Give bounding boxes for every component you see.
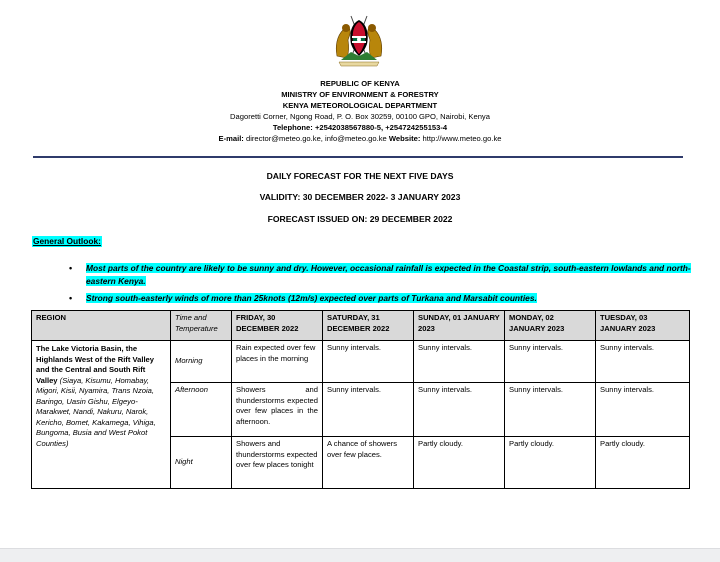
forecast-table (31, 310, 690, 489)
forecast-title: DAILY FORECAST FOR THE NEXT FIVE DAYS (266, 171, 454, 181)
forecast-cell: Sunny intervals. (596, 341, 690, 383)
department-title: KENYA METEOROLOGICAL DEPARTMENT (282, 101, 438, 110)
header-day: TUESDAY, 03 JANUARY 2023 (596, 311, 690, 341)
contact-line (0, 133, 720, 144)
forecast-cell: Partly cloudy. (505, 437, 596, 489)
website-value: http://www.meteo.go.ke (422, 134, 502, 143)
outlook-bullet (66, 292, 691, 305)
time-cell: Morning (171, 341, 232, 383)
forecast-cell: Showers and thunderstorms expected over few places in the afternoon. (232, 383, 323, 437)
forecast-cell: Sunny intervals. (414, 383, 505, 437)
telephone-value: +2542038567880-5, +254724255153-4 (314, 123, 448, 132)
forecast-cell: Rain expected over few places in the morning (232, 341, 323, 383)
email-value: director@meteo.go.ke, info@meteo.go.ke (245, 134, 387, 143)
forecast-cell: Sunny intervals. (323, 341, 414, 383)
email-label: E-mail: (218, 134, 244, 143)
republic-title: REPUBLIC OF KENYA (320, 79, 400, 88)
header-day: MONDAY, 02 JANUARY 2023 (505, 311, 596, 341)
header-day: FRIDAY, 30 DECEMBER 2022 (232, 311, 323, 341)
bullet-icon: • (69, 293, 73, 303)
time-cell: Night (171, 437, 232, 489)
header-time: Time and Temperature (171, 311, 232, 341)
website-label: Website: (388, 134, 421, 143)
letterhead (0, 78, 720, 144)
region-name: The Lake Victoria Basin, the Highlands West of the Rift Valley and the Central and South Rift Valley (36, 344, 155, 385)
header-region: REGION (32, 311, 171, 341)
outlook-bullet (66, 262, 691, 288)
validity-title: VALIDITY: 30 DECEMBER 2022- 3 JANUARY 2023 (259, 192, 461, 202)
table-row (32, 341, 690, 383)
header-divider (33, 156, 683, 158)
kenya-coat-of-arms-icon (331, 12, 387, 68)
telephone-line (0, 122, 720, 133)
forecast-cell: Sunny intervals. (323, 383, 414, 437)
forecast-cell: Partly cloudy. (414, 437, 505, 489)
viewer-bottom-edge (0, 548, 720, 562)
outlook-text: Strong south-easterly winds of more than 25knots (12m/s) expected over parts of Turkana and Marsabit counties. (86, 293, 537, 303)
region-cell (32, 341, 171, 489)
ministry-title: MINISTRY OF ENVIRONMENT & FORESTRY (281, 90, 439, 99)
document-titles (0, 171, 720, 225)
forecast-cell: A chance of showers over few places. (323, 437, 414, 489)
forecast-cell: Sunny intervals. (505, 383, 596, 437)
bullet-icon: • (69, 263, 73, 273)
issued-title: FORECAST ISSUED ON: 29 DECEMBER 2022 (267, 214, 453, 224)
table-header-row (32, 311, 690, 341)
outlook-bullets (66, 262, 691, 309)
forecast-cell: Sunny intervals. (414, 341, 505, 383)
time-cell: Afternoon (171, 383, 232, 437)
region-counties: (Siaya, Kisumu, Homabay, Migori, Kisii, Nyamira, Trans Nzoia, Baringo, Uasin Gishu, Elgeyo-Marakwet, Nandi, Nakuru, Narok, Kericho, Bomet, Kakamega, Vihiga, Bungoma, Busia and West Pokot Counties) (36, 375, 156, 448)
outlook-text: Most parts of the country are likely to be sunny and dry. However, occasional rainfall is expected in the Coastal strip, south-eastern lowlands and north-eastern Kenya. (86, 263, 691, 286)
forecast-cell: Showers and thunderstorms expected over few places tonight (232, 437, 323, 489)
header-day: SATURDAY, 31 DECEMBER 2022 (323, 311, 414, 341)
forecast-cell: Partly cloudy. (596, 437, 690, 489)
forecast-cell: Sunny intervals. (505, 341, 596, 383)
forecast-cell: Sunny intervals. (596, 383, 690, 437)
telephone-label: Telephone: (272, 123, 313, 132)
address-line: Dagoretti Corner, Ngong Road, P. O. Box 30259, 00100 GPO, Nairobi, Kenya (230, 112, 490, 121)
general-outlook-heading: General Outlook: (33, 236, 101, 246)
header-day: SUNDAY, 01 JANUARY 2023 (414, 311, 505, 341)
